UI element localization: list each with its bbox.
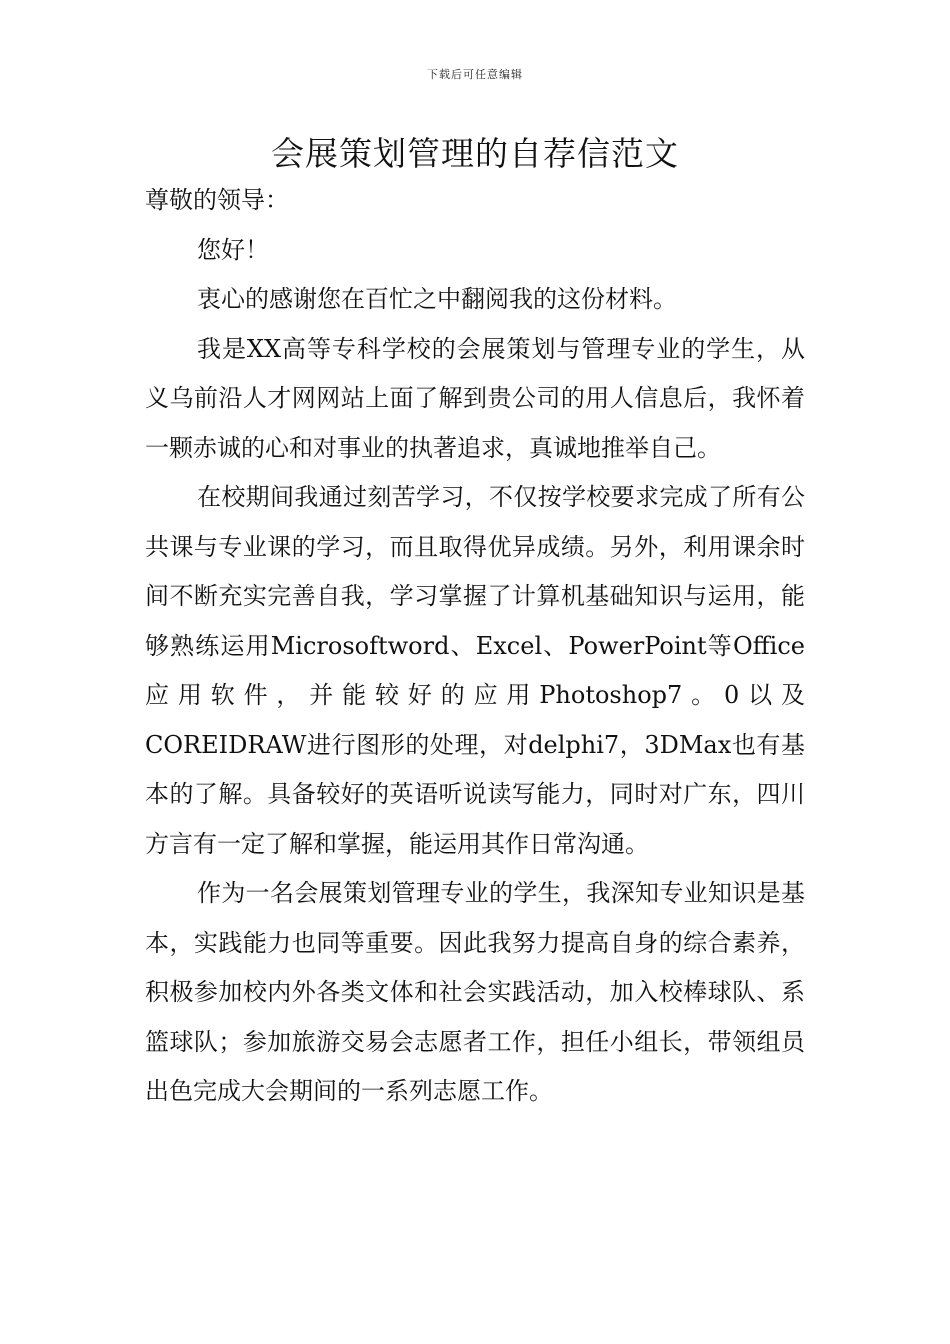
- letter-body: [145, 176, 805, 1117]
- salutation: 尊敬的领导：: [145, 186, 289, 214]
- paragraph-practice: 作为一名会展策划管理专业的学生，我深知专业知识是基本，实践能力也同等重要。因此我努力提高自身的综合素养，积极参加校内外各类文体和社会实践活动，加入校棒球队、系篮球队；参加旅游交易会志愿者工作，担任小组长，带领组员出色完成大会期间的一系列志愿工作。: [145, 879, 805, 1105]
- header-note: 下载后可任意编辑: [427, 68, 523, 81]
- paragraph-greeting: 您好！: [197, 235, 269, 264]
- document-title: 会展策划管理的自荐信范文: [271, 134, 679, 173]
- paragraph-introduction: 我是XX高等专科学校的会展策划与管理专业的学生，从义乌前沿人才网网站上面了解到贵公司的用人信息后，我怀着一颗赤诚的心和对事业的执著追求，真诚地推举自己。: [145, 334, 805, 462]
- paragraph-thanks: 衷心的感谢您在百忙之中翻阅我的这份材料。: [197, 285, 677, 313]
- paragraph-skills: 在校期间我通过刻苦学习，不仅按学校要求完成了所有公共课与专业课的学习，而且取得优异成绩。另外，利用课余时间不断充实完善自我，学习掌握了计算机基础知识与运用，能够熟练运用Microsoftword、Excel、PowerPoint等Office应用软件，并能较好的应用Photoshop7。0以及COREIDRAW进行图形的处理，对delphi7，3DMax也有基本的了解。具备较好的英语听说读写能力，同时对广东，四川方言有一定了解和掌握，能运用其作日常沟通。: [145, 483, 805, 858]
